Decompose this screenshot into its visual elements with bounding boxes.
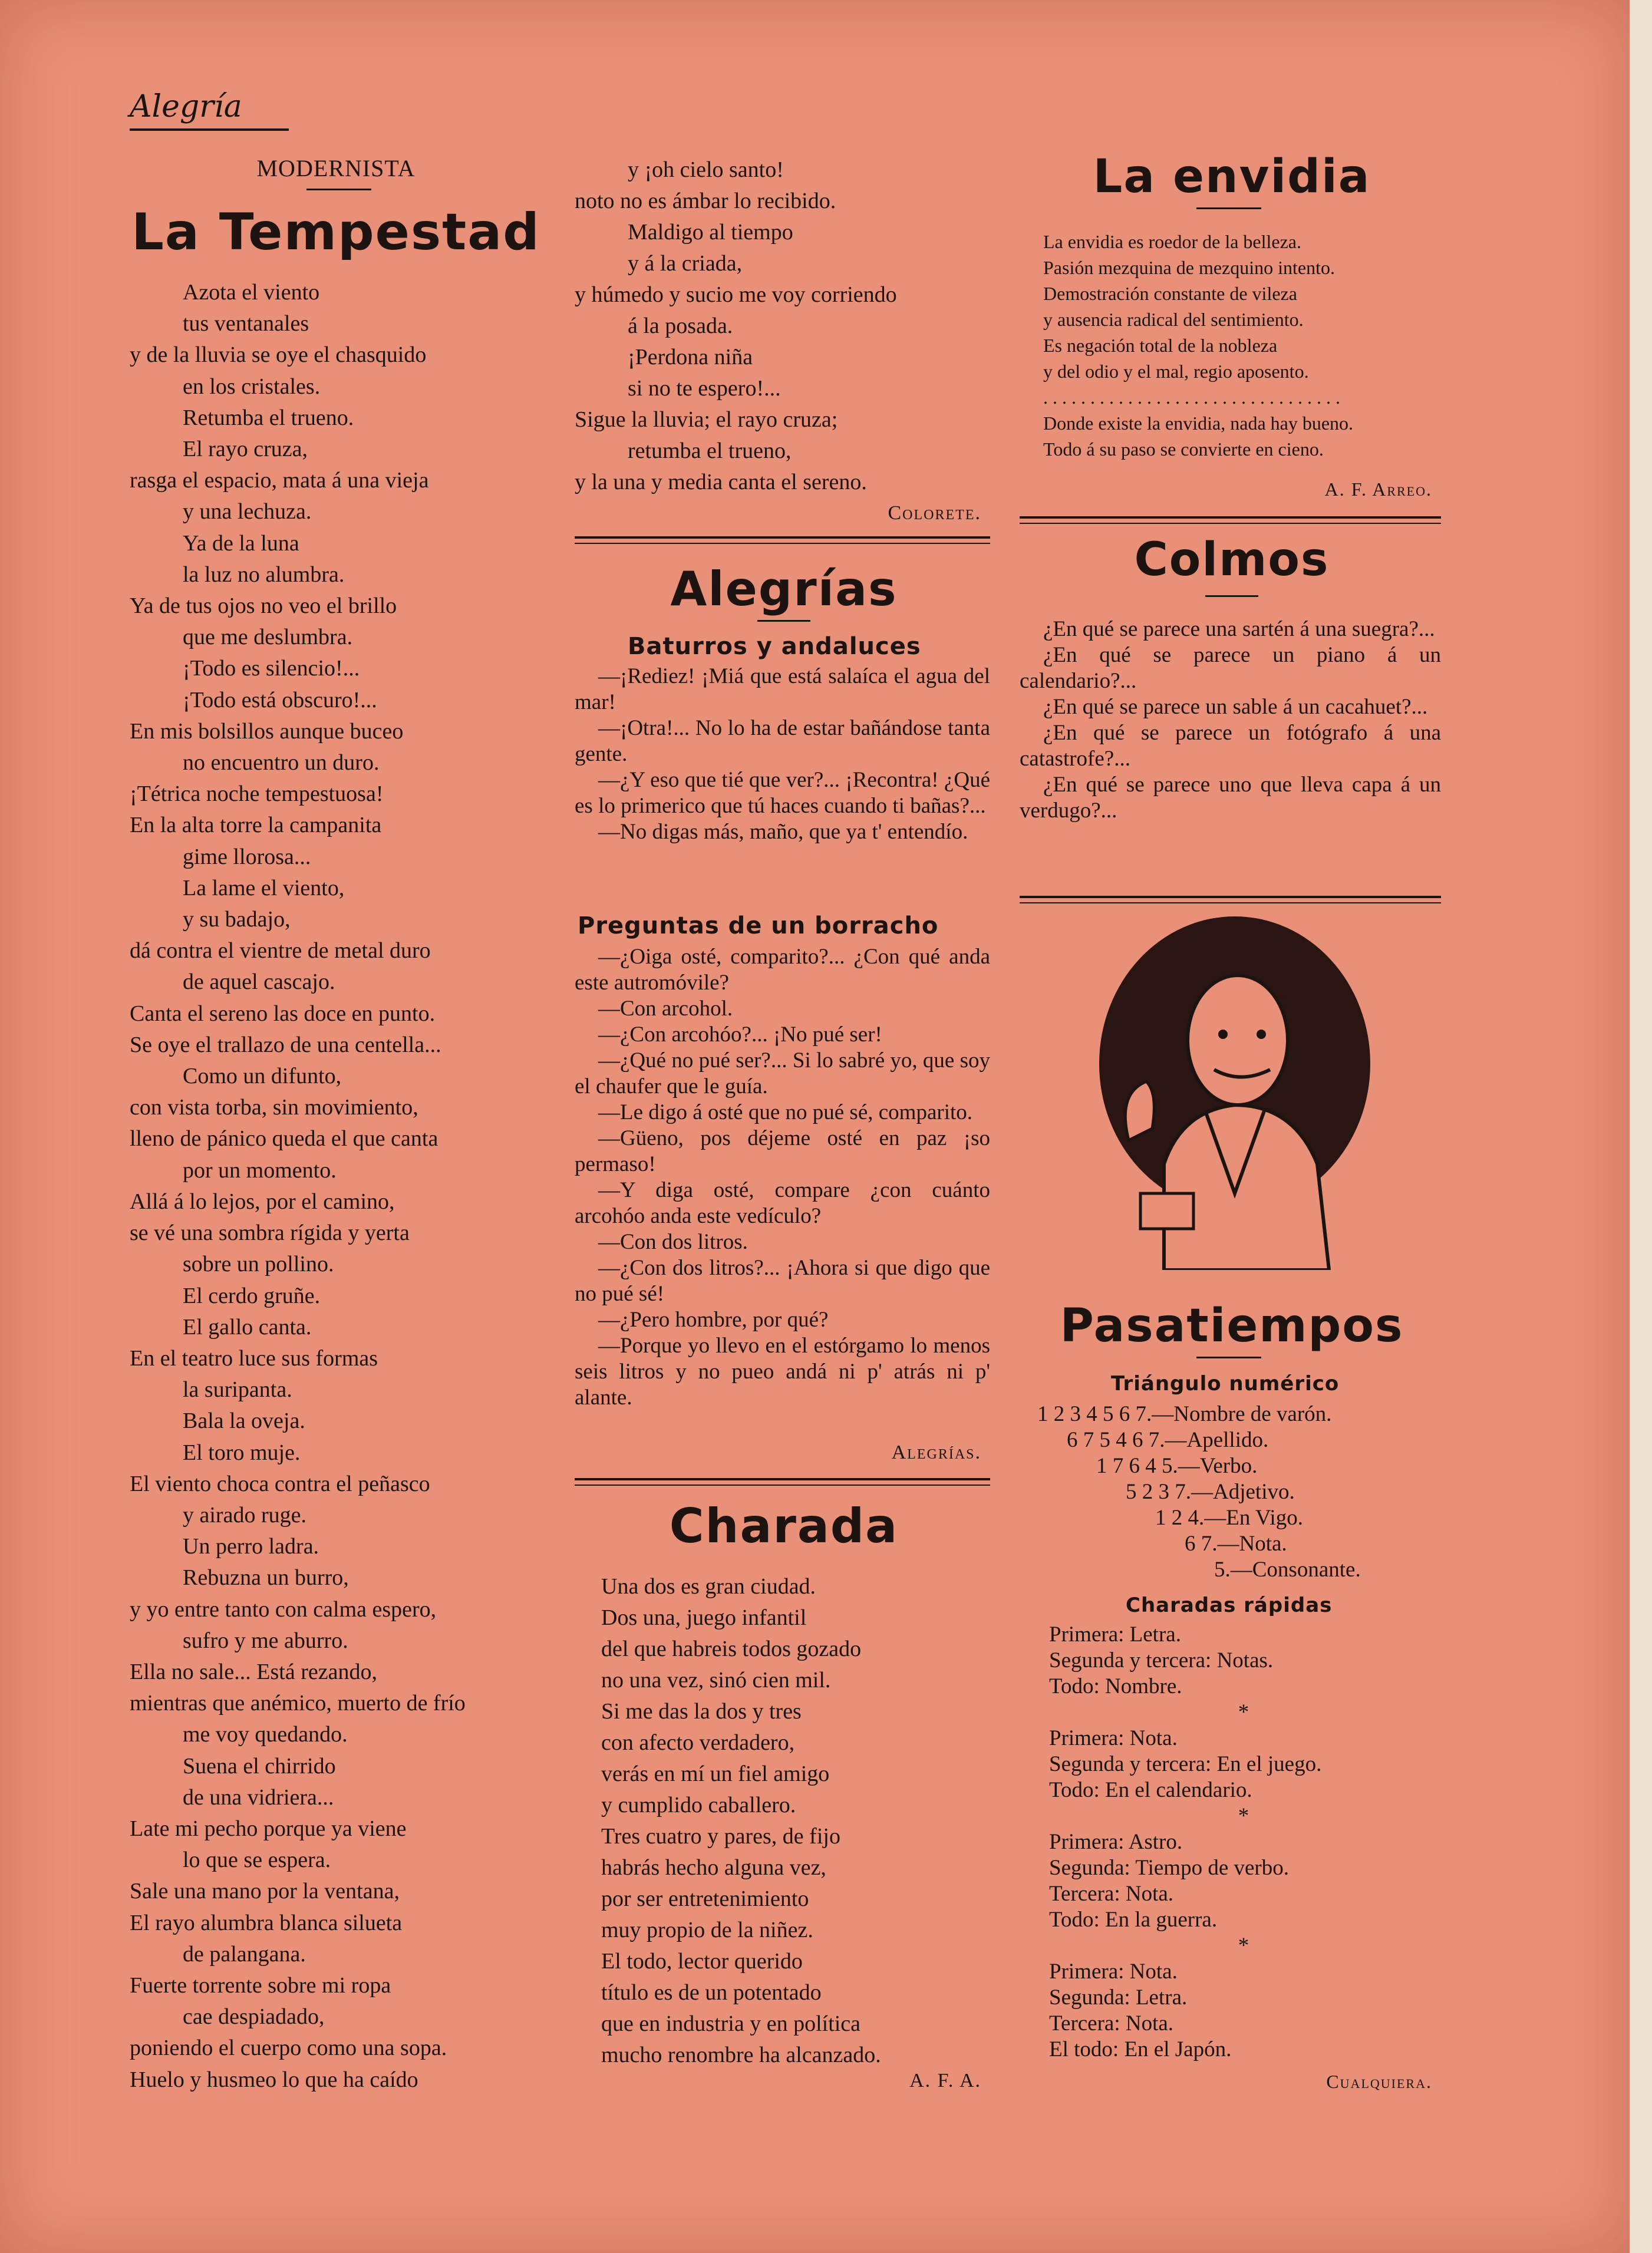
dialog-line: —¡Rediez! ¡Miá que está salaíca el agua del mar! xyxy=(575,664,990,714)
text-line: Dos una, juego infantil xyxy=(601,1605,807,1630)
text-line: 6 7.—Nota. xyxy=(1185,1532,1287,1556)
charada-line: Todo: Nombre. xyxy=(1049,1674,1182,1698)
text-line: Como un difunto, xyxy=(183,1064,342,1089)
text-line: Todo á su paso se convierte en cieno. xyxy=(1043,438,1324,460)
text-line: Bala la oveja. xyxy=(183,1408,305,1434)
text-line: El todo, lector querido xyxy=(601,1949,803,1974)
text-line: y ¡oh cielo santo! xyxy=(628,157,784,182)
poem-la-envidia xyxy=(1043,229,1468,462)
subtitle-charadas-rapidas: Charadas rápidas xyxy=(1126,1594,1333,1617)
text-line: muy propio de la niñez. xyxy=(601,1918,813,1942)
text-line: á la posada. xyxy=(628,314,733,338)
text-line: no una vez, sinó cien mil. xyxy=(601,1668,831,1693)
text-line: gime llorosa... xyxy=(183,844,311,869)
text-line: El viento choca contra el peñasco xyxy=(130,1471,430,1496)
dialog-line: —¿Con arcohóo?... ¡No pué ser! xyxy=(598,1022,882,1047)
double-rule xyxy=(1020,896,1441,903)
text-line: . . . . . . . . . . . . . . . . . . . . . . . . . . . . . . . . xyxy=(1043,387,1340,408)
text-line: Suena el chirrido xyxy=(183,1753,336,1779)
text-line: se vé una sombra rígida y yerta xyxy=(130,1220,410,1246)
charada-line: Todo: En la guerra. xyxy=(1049,1908,1218,1932)
text-line: Late mi pecho porque ya viene xyxy=(130,1816,407,1841)
text-line: ¡Perdona niña xyxy=(628,345,753,370)
text-line: Azota el viento xyxy=(183,280,320,305)
text-line: dá contra el vientre de metal duro xyxy=(130,938,431,964)
poem-la-tempestad xyxy=(130,277,542,2096)
subtitle-triangulo: Triángulo numérico xyxy=(1111,1372,1340,1396)
dialog-line: ¿En qué se parece un piano á un calendario?... xyxy=(1020,643,1441,693)
text-line: mientras que anémico, muerto de frío xyxy=(130,1691,466,1716)
list-colmos xyxy=(1020,616,1441,824)
dialog-line: —¿Y eso que tié que ver?... ¡Recontra! ¿Qué es lo primerico que tú haces cuando ti bañas?... xyxy=(575,768,990,818)
text-line: Una dos es gran ciudad. xyxy=(601,1574,816,1599)
puzzle-charadas xyxy=(1049,1622,1438,2063)
double-rule xyxy=(1020,516,1441,524)
text-line: y yo entre tanto con calma espero, xyxy=(130,1596,437,1622)
text-line: Ya de la luna xyxy=(183,530,299,556)
text-line: 1 2 3 4 5 6 7.—Nombre de varón. xyxy=(1037,1402,1332,1426)
text-line: si no te espero!... xyxy=(628,376,781,401)
text-line: 6 7 5 4 6 7.—Apellido. xyxy=(1067,1428,1269,1452)
text-line: ¡Tétrica noche tempestuosa! xyxy=(130,781,384,807)
text-line: ¡Todo es silencio!... xyxy=(183,656,360,681)
signature-cualquiera: Cualquiera. xyxy=(1326,2071,1432,2092)
text-line: La envidia es roedor de la belleza. xyxy=(1043,231,1301,252)
dialog-line: —Le digo á osté que no pué sé, comparito. xyxy=(598,1100,972,1124)
text-line: y de la lluvia se oye el chasquido xyxy=(130,342,427,368)
text-line: y ausencia radical del sentimiento. xyxy=(1043,309,1304,330)
text-line: Allá á lo lejos, por el camino, xyxy=(130,1189,395,1214)
kicker-modernista: MODERNISTA xyxy=(256,155,416,182)
text-line: Huelo y husmeo lo que ha caído xyxy=(130,2067,418,2092)
text-line: lo que se espera. xyxy=(183,1848,331,1873)
dialog-line: ¿En qué se parece un sable á un cacahuet?... xyxy=(1043,695,1428,719)
text-line: con vista torba, sin movimiento, xyxy=(130,1095,418,1120)
text-line: El rayo cruza, xyxy=(183,437,308,462)
text-line: que me deslumbra. xyxy=(183,625,353,650)
text-line: El rayo alumbra blanca silueta xyxy=(130,1910,403,1935)
title-la-tempestad: La Tempestad xyxy=(131,203,540,262)
dialog-line: ¿En qué se parece uno que lleva capa á un verdugo?... xyxy=(1020,773,1441,823)
text-line: de palangana. xyxy=(183,1941,306,1967)
text-line: Tres cuatro y pares, de fijo xyxy=(601,1824,840,1849)
text-line: Ella no sale... Está rezando, xyxy=(130,1659,377,1684)
text-line: verás en mí un fiel amigo xyxy=(601,1762,830,1786)
text-line: Si me das la dos y tres xyxy=(601,1699,802,1724)
dialog-baturros xyxy=(575,664,990,845)
text-line: sufro y me aburro. xyxy=(183,1628,348,1653)
text-line: en los cristales. xyxy=(183,374,321,399)
illustration-man-icon xyxy=(1093,916,1376,1270)
text-line: En la alta torre la campanita xyxy=(130,813,382,838)
puzzle-triangulo xyxy=(1020,1401,1444,1583)
asterisk-separator: * xyxy=(1238,1804,1249,1828)
double-rule xyxy=(575,1478,990,1486)
text-line: que en industria y en política xyxy=(601,2011,861,2036)
text-line: cae despiadado, xyxy=(183,2004,325,2030)
signature-alegrias: Alegrías. xyxy=(891,1441,981,1463)
asterisk-separator: * xyxy=(1238,1934,1249,1958)
text-line: de aquel cascajo. xyxy=(183,969,335,995)
text-line: la luz no alumbra. xyxy=(183,562,345,587)
text-line: Es negación total de la nobleza xyxy=(1043,335,1278,356)
text-line: y una lechuza. xyxy=(183,499,312,525)
text-line: poniendo el cuerpo como una sopa. xyxy=(130,2036,447,2061)
title-charada: Charada xyxy=(669,1499,899,1553)
dialog-line: —Güeno, pos déjeme osté en paz ¡so permaso! xyxy=(575,1126,990,1176)
charada-line: El todo: En el Japón. xyxy=(1049,2037,1232,2061)
text-line: y húmedo y sucio me voy corriendo xyxy=(575,282,897,307)
text-line: por ser entretenimiento xyxy=(601,1886,809,1911)
text-line: lleno de pánico queda el que canta xyxy=(130,1126,438,1152)
signature-colorete: Colorete. xyxy=(888,502,981,524)
text-line: y cumplido caballero. xyxy=(601,1793,796,1817)
alegrias-rule xyxy=(757,620,810,622)
text-line: Donde existe la envidia, nada hay bueno. xyxy=(1043,413,1354,434)
text-line: mucho renombre ha alcanzado. xyxy=(601,2043,881,2067)
dialog-line: —Con dos litros. xyxy=(598,1230,748,1254)
text-line: me voy quedando. xyxy=(183,1722,348,1747)
charada-line: Segunda y tercera: En el juego. xyxy=(1049,1752,1322,1776)
text-line: del que habreis todos gozado xyxy=(601,1637,862,1661)
charada-line: Segunda y tercera: Notas. xyxy=(1049,1648,1274,1673)
charada-line: Primera: Nota. xyxy=(1049,1960,1178,1984)
text-line: sobre un pollino. xyxy=(183,1252,334,1277)
text-line: 5.—Consonante. xyxy=(1214,1558,1361,1582)
envidia-rule xyxy=(1196,207,1261,209)
text-line: La lame el viento, xyxy=(183,875,345,900)
dialog-line: —Con arcohol. xyxy=(598,997,733,1021)
dialog-line: —¿Qué no pué ser?... Si lo sabré yo, que soy el chaufer que le guía. xyxy=(575,1048,990,1099)
text-line: Demostración constante de vileza xyxy=(1043,283,1297,304)
masthead: Alegría xyxy=(130,87,289,131)
text-line: Pasión mezquina de mezquino intento. xyxy=(1043,257,1335,278)
signature-arreo: A. F. Arreo. xyxy=(1324,479,1432,500)
poem-charada xyxy=(601,1571,1020,2071)
text-line: Se oye el trallazo de una centella... xyxy=(130,1032,441,1057)
text-line: 5 2 3 7.—Adjetivo. xyxy=(1126,1480,1295,1504)
text-line: Un perro ladra. xyxy=(183,1534,319,1559)
charada-line: Primera: Nota. xyxy=(1049,1726,1178,1750)
text-line: Maldigo al tiempo xyxy=(628,220,793,245)
charada-line: Tercera: Nota. xyxy=(1049,1882,1174,1906)
subtitle-baturros: Baturros y andaluces xyxy=(628,633,921,660)
text-line: y airado ruge. xyxy=(183,1502,306,1528)
text-line: y su badajo, xyxy=(183,907,291,932)
text-line: ¡Todo está obscuro!... xyxy=(183,687,377,712)
subtitle-borracho: Preguntas de un borracho xyxy=(578,912,939,939)
text-line: título es de un potentado xyxy=(601,1980,822,2005)
text-line: rasga el espacio, mata á una vieja xyxy=(130,468,429,493)
text-line: Sale una mano por la ventana, xyxy=(130,1879,400,1904)
text-line: 1 7 6 4 5.—Verbo. xyxy=(1096,1454,1258,1478)
text-line: de una vidriera... xyxy=(183,1784,334,1810)
text-line: con afecto verdadero, xyxy=(601,1730,795,1755)
title-pasatiempos: Pasatiempos xyxy=(1060,1299,1404,1353)
title-alegrias: Alegrías xyxy=(670,562,898,616)
text-line: En mis bolsillos aunque buceo xyxy=(130,718,404,744)
dialog-line: —Porque yo llevo en el estórgamo lo menos seis litros y no pueo andá ni p' atrás ni p' alante. xyxy=(575,1334,990,1410)
text-line: Ya de tus ojos no veo el brillo xyxy=(130,593,397,619)
dialog-borracho xyxy=(575,944,990,1411)
pasatiempos-rule xyxy=(1196,1357,1261,1358)
text-line: habrás hecho alguna vez, xyxy=(601,1855,826,1880)
dialog-line: —¡Otra!... No lo ha de estar bañándose tanta gente. xyxy=(575,716,990,766)
text-line: noto no es ámbar lo recibido. xyxy=(575,189,836,213)
charada-line: Segunda: Letra. xyxy=(1049,1985,1188,2010)
illustration-face xyxy=(1188,975,1288,1105)
dialog-line: ¿En qué se parece un fotógrafo á una catastrofe?... xyxy=(1020,721,1441,771)
text-line: El gallo canta. xyxy=(183,1314,312,1340)
text-line: Rebuzna un burro, xyxy=(183,1565,349,1591)
text-line: y del odio y el mal, regio aposento. xyxy=(1043,361,1309,382)
title-la-envidia: La envidia xyxy=(1093,150,1371,203)
text-line: y la una y media canta el sereno. xyxy=(575,470,867,494)
charada-line: Tercera: Nota. xyxy=(1049,2011,1174,2036)
charada-line: Segunda: Tiempo de verbo. xyxy=(1049,1856,1289,1880)
title-colmos: Colmos xyxy=(1134,533,1330,586)
kicker-rule xyxy=(306,189,371,190)
charada-line: Todo: En el calendario. xyxy=(1049,1778,1252,1802)
text-line: Fuerte torrente sobre mi ropa xyxy=(130,1972,391,1998)
text-line: Retumba el trueno. xyxy=(183,405,354,430)
poem-continuation xyxy=(575,154,993,498)
double-rule xyxy=(575,536,990,544)
text-line: El toro muje. xyxy=(183,1440,301,1465)
charada-line: Primera: Astro. xyxy=(1049,1830,1183,1854)
text-line: 1 2 4.—En Vigo. xyxy=(1155,1506,1303,1530)
text-line: El cerdo gruñe. xyxy=(183,1283,321,1308)
dialog-line: —Y diga osté, compare ¿con cuánto arcohóo anda este vedículo? xyxy=(575,1178,990,1228)
charada-line: Primera: Letra. xyxy=(1049,1622,1181,1647)
signature-afa: A. F. A. xyxy=(909,2070,981,2092)
text-line: retumba el trueno, xyxy=(628,438,792,463)
dialog-line: —¿Con dos litros?... ¡Ahora si que digo que no pué sé! xyxy=(575,1256,990,1306)
dialog-line: —¿Pero hombre, por qué? xyxy=(598,1308,829,1332)
text-line: tus ventanales xyxy=(183,311,309,337)
text-line: Canta el sereno las doce en punto. xyxy=(130,1001,436,1026)
dialog-line: —¿Oiga osté, comparito?... ¿Con qué anda este autromóvile? xyxy=(575,945,990,995)
text-line: y á la criada, xyxy=(628,251,743,276)
asterisk-separator: * xyxy=(1238,1700,1249,1724)
text-line: Sigue la lluvia; el rayo cruza; xyxy=(575,407,838,432)
text-line: no encuentro un duro. xyxy=(183,750,380,776)
text-line: En el teatro luce sus formas xyxy=(130,1345,378,1371)
dialog-line: ¿En qué se parece una sartén á una suegra?... xyxy=(1043,617,1435,641)
colmos-rule xyxy=(1205,595,1258,597)
text-line: la suripanta. xyxy=(183,1377,292,1403)
dialog-line: —No digas más, maño, que ya t' entendío. xyxy=(598,820,968,844)
text-line: por un momento. xyxy=(183,1157,337,1183)
